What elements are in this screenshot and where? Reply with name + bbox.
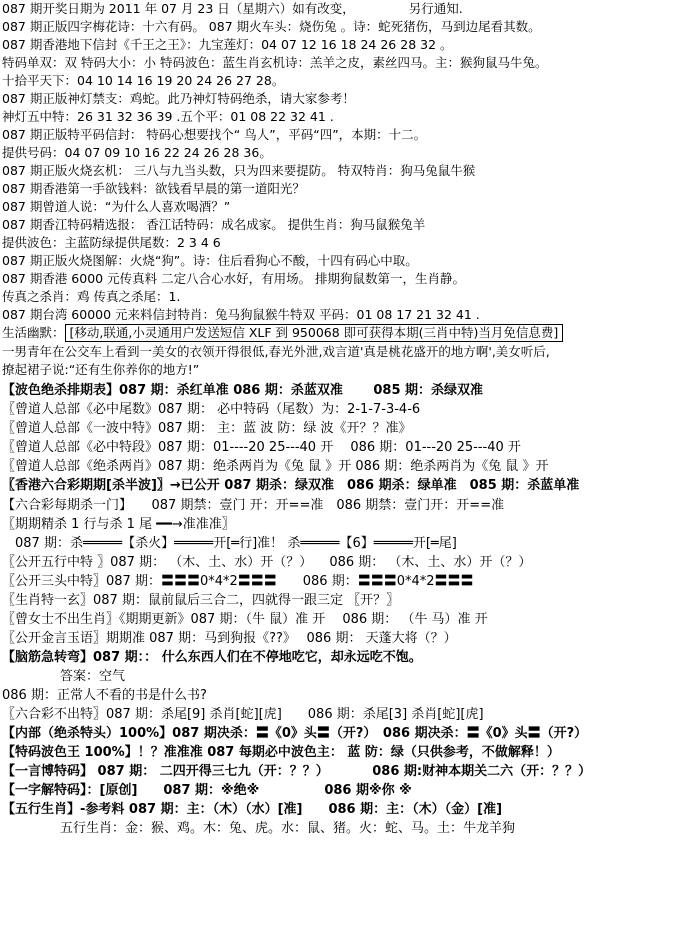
text-line-22: 【波色绝杀排期表】087 期：杀红单准 086 期：杀蓝双准 085 期：杀绿双准 xyxy=(2,383,484,398)
text-line-2: 087 期正版四字梅花诗：十六有码。 087 期火车头：烧伤兔 。诗：蛇死猪伤，马到边尾看其数。 xyxy=(2,19,541,34)
text-line-18: 087 期台湾 60000 元来料信封特肖：兔马狗鼠猴牛特双 平码：01 08 17 21 32 41 . xyxy=(2,307,480,322)
text-line-25: 〖曾道人总部《必中特段》087 期：01----20 25---40 开 086 期：01---20 25---40 开 xyxy=(2,440,521,455)
text-line-45: 五行生肖：金：猴、鸡。木：兔、虎。水：鼠、猪。火：蛇、马。土：牛龙羊狗 xyxy=(60,821,516,836)
text-line-8: 087 期正版特平码信封： 特码心想要找个“ 鸟人”，平码“四”，本期：十二。 xyxy=(2,127,427,142)
text-line-31: 〖公开五行中特 〗087 期： （木、土、水）开（？） 086 期： （木、土、水）开（？） xyxy=(2,555,532,570)
text-line-29: 〖期期精杀 1 行与杀 1 尾 ━━→准准准〗 xyxy=(2,517,235,532)
text-line-39: 〖六合彩不出特〗087 期：杀尾[9] 杀肖[蛇][虎] 086 期：杀尾[3] 杀肖[蛇][虎] xyxy=(2,707,484,722)
text-line-1: 087 期开奖日期为 2011 年 07 月 23 日（星期六）如有改变， 另行通知. xyxy=(2,1,463,16)
text-line-14: 提供波色：主蓝防绿提供尾数：2 3 4 6 xyxy=(2,235,221,250)
text-line-23: 〖曾道人总部《必中尾数》087 期： 必中特码（尾数）为：2-1-7-3-4-6 xyxy=(2,402,421,417)
text-line-4: 特码单双：双 特码大小：小 特码波色：蓝生肖玄机诗：羔羊之皮，素丝四马。主：猴狗鼠马牛兔。 xyxy=(2,55,548,70)
text-line-13: 087 期香江特码精选报： 香江话特码：成名成家。 提供生肖：狗马鼠猴兔羊 xyxy=(2,217,426,232)
text-line-21: 撩起裙子说:“还有生你养你的地方!” xyxy=(2,362,200,377)
text-line-40: 【内部（绝杀特头）100%】087 期决杀：〓《0》头〓（开?） 086 期决杀：〓《0》头〓（开?） xyxy=(2,726,588,741)
text-line-20: 一男青年在公交车上看到一美女的衣领开得很低,春光外泄,戏言道'真是桃花盛开的地方啊',美女听后, xyxy=(2,344,550,359)
text-line-17: 传真之杀肖：鸡 传真之杀尾：1. xyxy=(2,289,181,304)
text-line-32: 〖公开三头中特〗087 期：〓〓〓0*4*2〓〓〓 086 期：〓〓〓0*4*2〓〓〓 xyxy=(2,574,474,589)
text-line-44: 【五行生肖】-参考料 087 期：主：（木）（水）[准] 086 期：主：（木）（金）[准] xyxy=(2,802,503,817)
text-line-35: 〖公开金言玉语〗期期准 087 期：马到狗报《??》 086 期： 天蓬大将（？） xyxy=(2,631,457,646)
text-line-36: 【脑筋急转弯】087 期：： 什么东西人们在不停地吃它，却永远吃不饱。 xyxy=(2,650,422,665)
text-line-27: 〖香港六合彩期期[杀半波]〗→已公开 087 期杀：绿双准 086 期杀：绿单准 085 期：杀蓝单准 xyxy=(2,478,580,493)
text-line-34: 〖曾女士不出生肖〗《期期更新》087 期：（牛 鼠）准 开 086 期： （牛 马）准 开 xyxy=(2,612,488,627)
text-line-3: 087 期香港地下信封《千王之王》：九宝莲灯：04 07 12 16 18 24 26 28 32 。 xyxy=(2,37,453,52)
text-line-28: 【六合彩每期杀一门】 087 期禁：壹门 开：开==准 086 期禁：壹门开：开==准 xyxy=(2,498,505,513)
text-line-15: 087 期正版火烧图解：火烧“狗”。诗：住后看狗心不酸，十四有码心中取。 xyxy=(2,253,418,268)
text-line-38: 086 期：正常人不看的书是什么书? xyxy=(2,688,207,703)
text-line-6: 087 期正版神灯禁支：鸡蛇。此乃神灯特码绝杀，请大家参考！ xyxy=(2,91,355,106)
text-line-42: 【一言博特码】 087 期： 二四开得三七九（开：？？） 086 期:财神本期关二六（开：？？） xyxy=(2,764,592,779)
text-line-33: 〖生肖特一玄〗087 期：鼠前鼠后三合二，四就得一跟三定 〖开？〗 xyxy=(2,593,400,608)
text-line-19: 生活幽默： [移动,联通,小灵通用户发送短信 XLF 到 950068 即可获得本期(三肖中特)当月免信息费] xyxy=(2,324,686,342)
text-line-7: 神灯五中特：26 31 32 36 39 .五个平：01 08 22 32 41 . xyxy=(2,109,334,124)
text-line-12: 087 期曾道人说：“为什么人喜欢喝酒？” xyxy=(2,199,231,214)
text-line-9: 提供号码：04 07 09 10 16 22 24 26 28 36。 xyxy=(2,145,272,160)
text-line-11: 087 期香港第一手欲钱料：欲钱看早晨的第一道阳光？ xyxy=(2,181,305,196)
text-line-26: 〖曾道人总部《绝杀两肖》087 期：绝杀两肖为《兔 鼠 》开 086 期：绝杀两肖为《兔 鼠 》开 xyxy=(2,459,549,474)
text-line-43: 【一字解特码】：[原创] 087 期：※绝※ 086 期※你 ※ xyxy=(2,783,412,798)
text-line-41: 【特码波色王 100%】！？准准准 087 每期必中波色主： 蓝 防：绿（只供参考，不做解释！） xyxy=(2,745,560,760)
text-line-16: 087 期香港 6000 元传真料 二定八合心水好，有用场。 排期狗鼠数第一，生肖静。 xyxy=(2,271,466,286)
text-line-10: 087 期正版火烧玄机： 三八与九当头数，只为四来要提防。 特双特肖：狗马兔鼠牛猴 xyxy=(2,163,476,178)
text-line-30: 087 期：杀═════【杀火】═════开[═行]准！ 杀═════【6】═════开[═尾] xyxy=(2,536,457,551)
text-line-5: 十拾平天下：04 10 14 16 19 20 24 26 27 28。 xyxy=(2,73,285,88)
text-line-24: 〖曾道人总部《一波中特》087 期： 主：蓝 波 防：绿 波《开？？准》 xyxy=(2,421,412,436)
text-line-37: 答案：空气 xyxy=(60,669,126,684)
sms-promo-box: [移动,联通,小灵通用户发送短信 XLF 到 950068 即可获得本期(三肖中特)当月免信息费] xyxy=(65,324,564,342)
